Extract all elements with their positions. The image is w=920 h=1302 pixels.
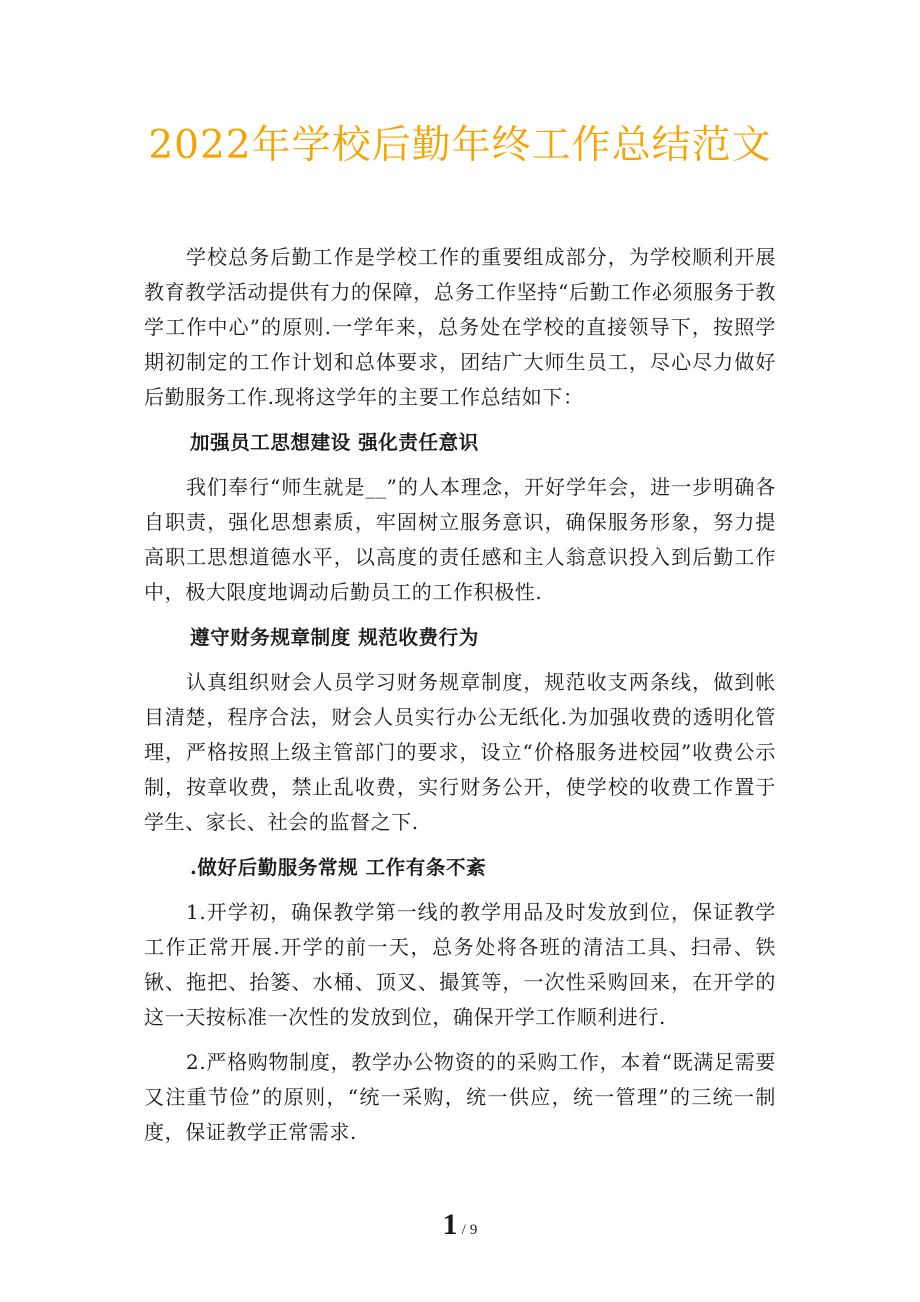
- page-separator: /: [461, 1222, 466, 1238]
- current-page-number: 1: [442, 1208, 458, 1241]
- document-title: 2022年学校后勤年终工作总结范文: [148, 123, 772, 168]
- section-heading-finance: 遵守财务规章制度 规范收费行为: [190, 626, 479, 649]
- total-pages: 9: [469, 1222, 478, 1238]
- document-body: [144, 240, 776, 1160]
- logistics-item-2-paragraph: 2.严格购物制度，教学办公物资的的采购工作，本着“既满足需要又注重节俭”的原则，“统一采购，统一供应，统一管理”的三统一制度，保证教学正常需求.: [144, 1050, 776, 1144]
- finance-paragraph: 认真组织财会人员学习财务规章制度，规范收支两条线，做到帐目清楚，程序合法，财会人员实行办公无纸化.为加强收费的透明化管理，严格按照上级主管部门的要求，设立“价格服务进校园”收费公示制，按章收费，禁止乱收费，实行财务公开，使学校的收费工作置于学生、家长、社会的监督之下.: [144, 670, 776, 834]
- page-footer: [0, 1208, 920, 1242]
- section-heading-logistics: .做好后勤服务常规 工作有条不紊: [190, 856, 487, 879]
- intro-paragraph: 学校总务后勤工作是学校工作的重要组成部分，为学校顺利开展教育教学活动提供有力的保障，总务工作坚持“后勤工作必须服务于教学工作中心”的原则.一学年来，总务处在学校的直接领导下，按照学期初制定的工作计划和总体要求，团结广大师生员工，尽心尽力做好后勤服务工作.现将这学年的主要工作总结如下：: [144, 245, 776, 409]
- section-heading-staff-ideology: 加强员工思想建设 强化责任意识: [190, 431, 479, 454]
- staff-ideology-paragraph: 我们奉行“师生就是__”的人本理念，开好学年会，进一步明确各自职责，强化思想素质，牢固树立服务意识，确保服务形象，努力提高职工思想道德水平，以高度的责任感和主人翁意识投入到后勤工作中，极大限度地调动后勤员工的工作积极性.: [144, 475, 776, 604]
- logistics-item-1-paragraph: 1.开学初，确保教学第一线的教学用品及时发放到位，保证教学工作正常开展.开学的前一天，总务处将各班的清洁工具、扫帚、铁锹、拖把、抬篓、水桶、顶叉、撮箕等，一次性采购回来，在开学的这一天按标准一次性的发放到位，确保开学工作顺利进行.: [144, 900, 776, 1029]
